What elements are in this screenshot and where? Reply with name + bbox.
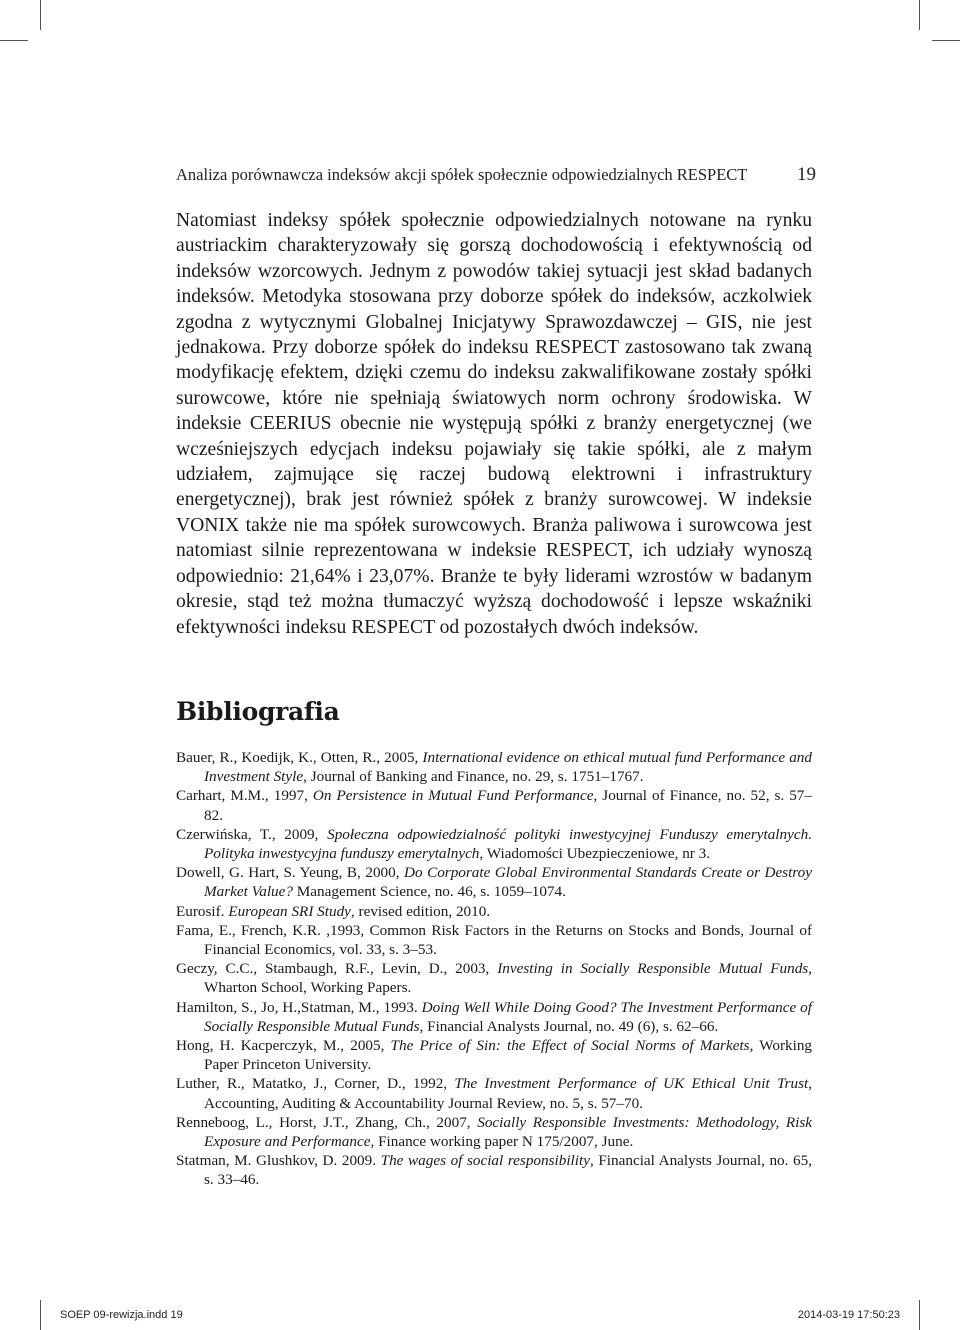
- crop-mark: [40, 1300, 41, 1330]
- entry-authors: Statman, M. Glushkov, D. 2009.: [176, 1152, 381, 1170]
- entry-source: , Journal of Finance, no. 52, s. 57–82.: [204, 787, 812, 824]
- bibliography-entry: [176, 748, 812, 786]
- bibliography-entry: [176, 1151, 812, 1189]
- bibliography-entry: [176, 921, 812, 959]
- bibliography-entry: [176, 959, 812, 997]
- bibliography-entry: [176, 1113, 812, 1151]
- entry-source: , Finance working paper N 175/2007, June.: [370, 1133, 634, 1151]
- footer-file-name: SOEP 09-rewizja.indd 19: [60, 1309, 183, 1321]
- crop-mark: [919, 0, 920, 30]
- crop-mark: [40, 0, 41, 30]
- bibliography-heading: Bibliografia: [176, 697, 340, 726]
- crop-mark: [932, 40, 960, 41]
- entry-title: On Persistence in Mutual Fund Performance: [312, 787, 594, 805]
- entry-source: Management Science, no. 46, s. 1059–1074.: [293, 883, 566, 901]
- crop-mark: [0, 40, 28, 41]
- entry-title: Do Corporate Global Environmental Standards Create or Destroy Market Value?: [204, 864, 812, 901]
- entry-authors: Dowell, G. Hart, S. Yeung, B, 2000,: [176, 864, 405, 882]
- entry-authors: Hong, H. Kacperczyk, M., 2005,: [176, 1037, 391, 1055]
- entry-authors: Geczy, C.C., Stambaugh, R.F., Levin, D., 2003,: [176, 960, 498, 978]
- bibliography-entry: [176, 786, 812, 824]
- entry-title: European SRI Study: [228, 902, 351, 920]
- page-number: 19: [797, 164, 816, 185]
- entry-authors: Luther, R., Matatko, J., Corner, D., 1992,: [176, 1075, 455, 1093]
- entry-authors: Eurosif.: [176, 902, 229, 920]
- running-header: [176, 164, 816, 186]
- entry-source: , Journal of Banking and Finance, no. 29, s. 1751–1767.: [303, 768, 644, 786]
- entry-authors: Hamilton, S., Jo, H.,Statman, M., 1993.: [176, 998, 422, 1016]
- entry-source: , Wiadomości Ubezpieczeniowe, nr 3.: [479, 845, 711, 863]
- entry-authors: Fama, E., French, K.R. ,1993, Common Risk Factors in the Returns on Stocks and Bonds, Journal of Financial Economics, vol. 33, s. 3–53.: [176, 921, 812, 959]
- entry-title: The Price of Sin: the Effect of Social Norms of Markets: [390, 1037, 750, 1055]
- footer-timestamp: 2014-03-19 17:50:23: [797, 1309, 900, 1321]
- entry-source: , Financial Analysts Journal, no. 49 (6), s. 62–66.: [419, 1017, 719, 1035]
- bibliography-entry: [176, 825, 812, 863]
- entry-title: Społeczna odpowiedzialność polityki inwestycyjnej Funduszy emerytalnych. Polityka inwestycyjna funduszy emerytalnych: [204, 825, 812, 863]
- entry-authors: Renneboog, L., Horst, J.T., Zhang, Ch., 2007,: [176, 1113, 478, 1131]
- body-paragraph: Natomiast indeksy spółek społecznie odpowiedzialnych notowane na rynku austriackim charakteryzowały się gorszą dochodowością i efektywnością od indeksów wzorcowych. Jednym z powodów takiej sytuacji jest skład badanych indeksów. Metodyka stosowana przy doborze spółek do indeksów, aczkolwiek zgodna z wytycznymi Globalnej Inicjatywy Sprawozdawczej – GIS, nie jest jednakowa. Przy doborze spółek do indeksu RESPECT zastosowano tak zwaną modyfikację efektem, dzięki czemu do indeksu zakwalifikowane zostały spółki surowcowe, które nie spełniają światowych norm ochrony środowiska. W indeksie CEERIUS obecnie nie występują spółki z branży energetycznej (we wcześniejszych edycjach indeksu pojawiały się takie spółki, ale z małym udziałem, zajmujące się raczej budową elektrowni i infrastruktury energetycznej), brak jest również spółek z branży surowcowej. W indeksie VONIX także nie ma spółek surowcowych. Branża paliwowa i surowcowa jest natomiast silnie reprezentowana w indeksie RESPECT, ich udziały wynoszą odpowiednio: 21,64% i 23,07%. Branże te były liderami wzrostów w badanym okresie, stąd też można tłumaczyć wyższą dochodowość i lepsze wskaźniki efektywności indeksu RESPECT od pozostałych dwóch indeksów.: [176, 210, 812, 638]
- bibliography-entry: [176, 1074, 812, 1112]
- entry-authors: Bauer, R., Koedijk, K., Otten, R., 2005,: [176, 749, 423, 766]
- entry-source: , Working Paper Princeton University.: [204, 1037, 813, 1074]
- bibliography-entry: [176, 998, 812, 1036]
- bibliography-list: [176, 748, 812, 1190]
- bibliography-entry: [176, 1036, 812, 1074]
- entry-authors: Carhart, M.M., 1997,: [176, 787, 313, 805]
- entry-source: , Accounting, Auditing & Accountability Journal Review, no. 5, s. 57–70.: [204, 1075, 813, 1112]
- entry-title: Doing Well While Doing Good? The Investment Performance of Socially Responsible Mutual Funds: [204, 998, 813, 1035]
- entry-source: , revised edition, 2010.: [350, 902, 491, 920]
- entry-title: The Investment Performance of UK Ethical Unit Trust: [454, 1075, 809, 1093]
- entry-authors: Czerwińska, T., 2009,: [176, 825, 328, 843]
- entry-source: , Wharton School, Working Papers.: [204, 960, 813, 997]
- entry-title: Investing in Socially Responsible Mutual Funds: [497, 960, 809, 978]
- crop-mark: [919, 1300, 920, 1330]
- entry-title: The wages of social responsibility: [380, 1152, 590, 1170]
- entry-title: International evidence on ethical mutual fund Performance and Investment Style: [204, 749, 812, 786]
- entry-title: Socially Responsible Investments: Methodology, Risk Exposure and Performance: [204, 1113, 812, 1151]
- bibliography-entry: [176, 902, 812, 921]
- entry-source: , Financial Analysts Journal, no. 65, s. 33–46.: [204, 1152, 813, 1189]
- bibliography-entry: [176, 863, 812, 901]
- running-title: Analiza porównawcza indeksów akcji spółek społecznie odpowiedzialnych RESPECT: [176, 165, 748, 184]
